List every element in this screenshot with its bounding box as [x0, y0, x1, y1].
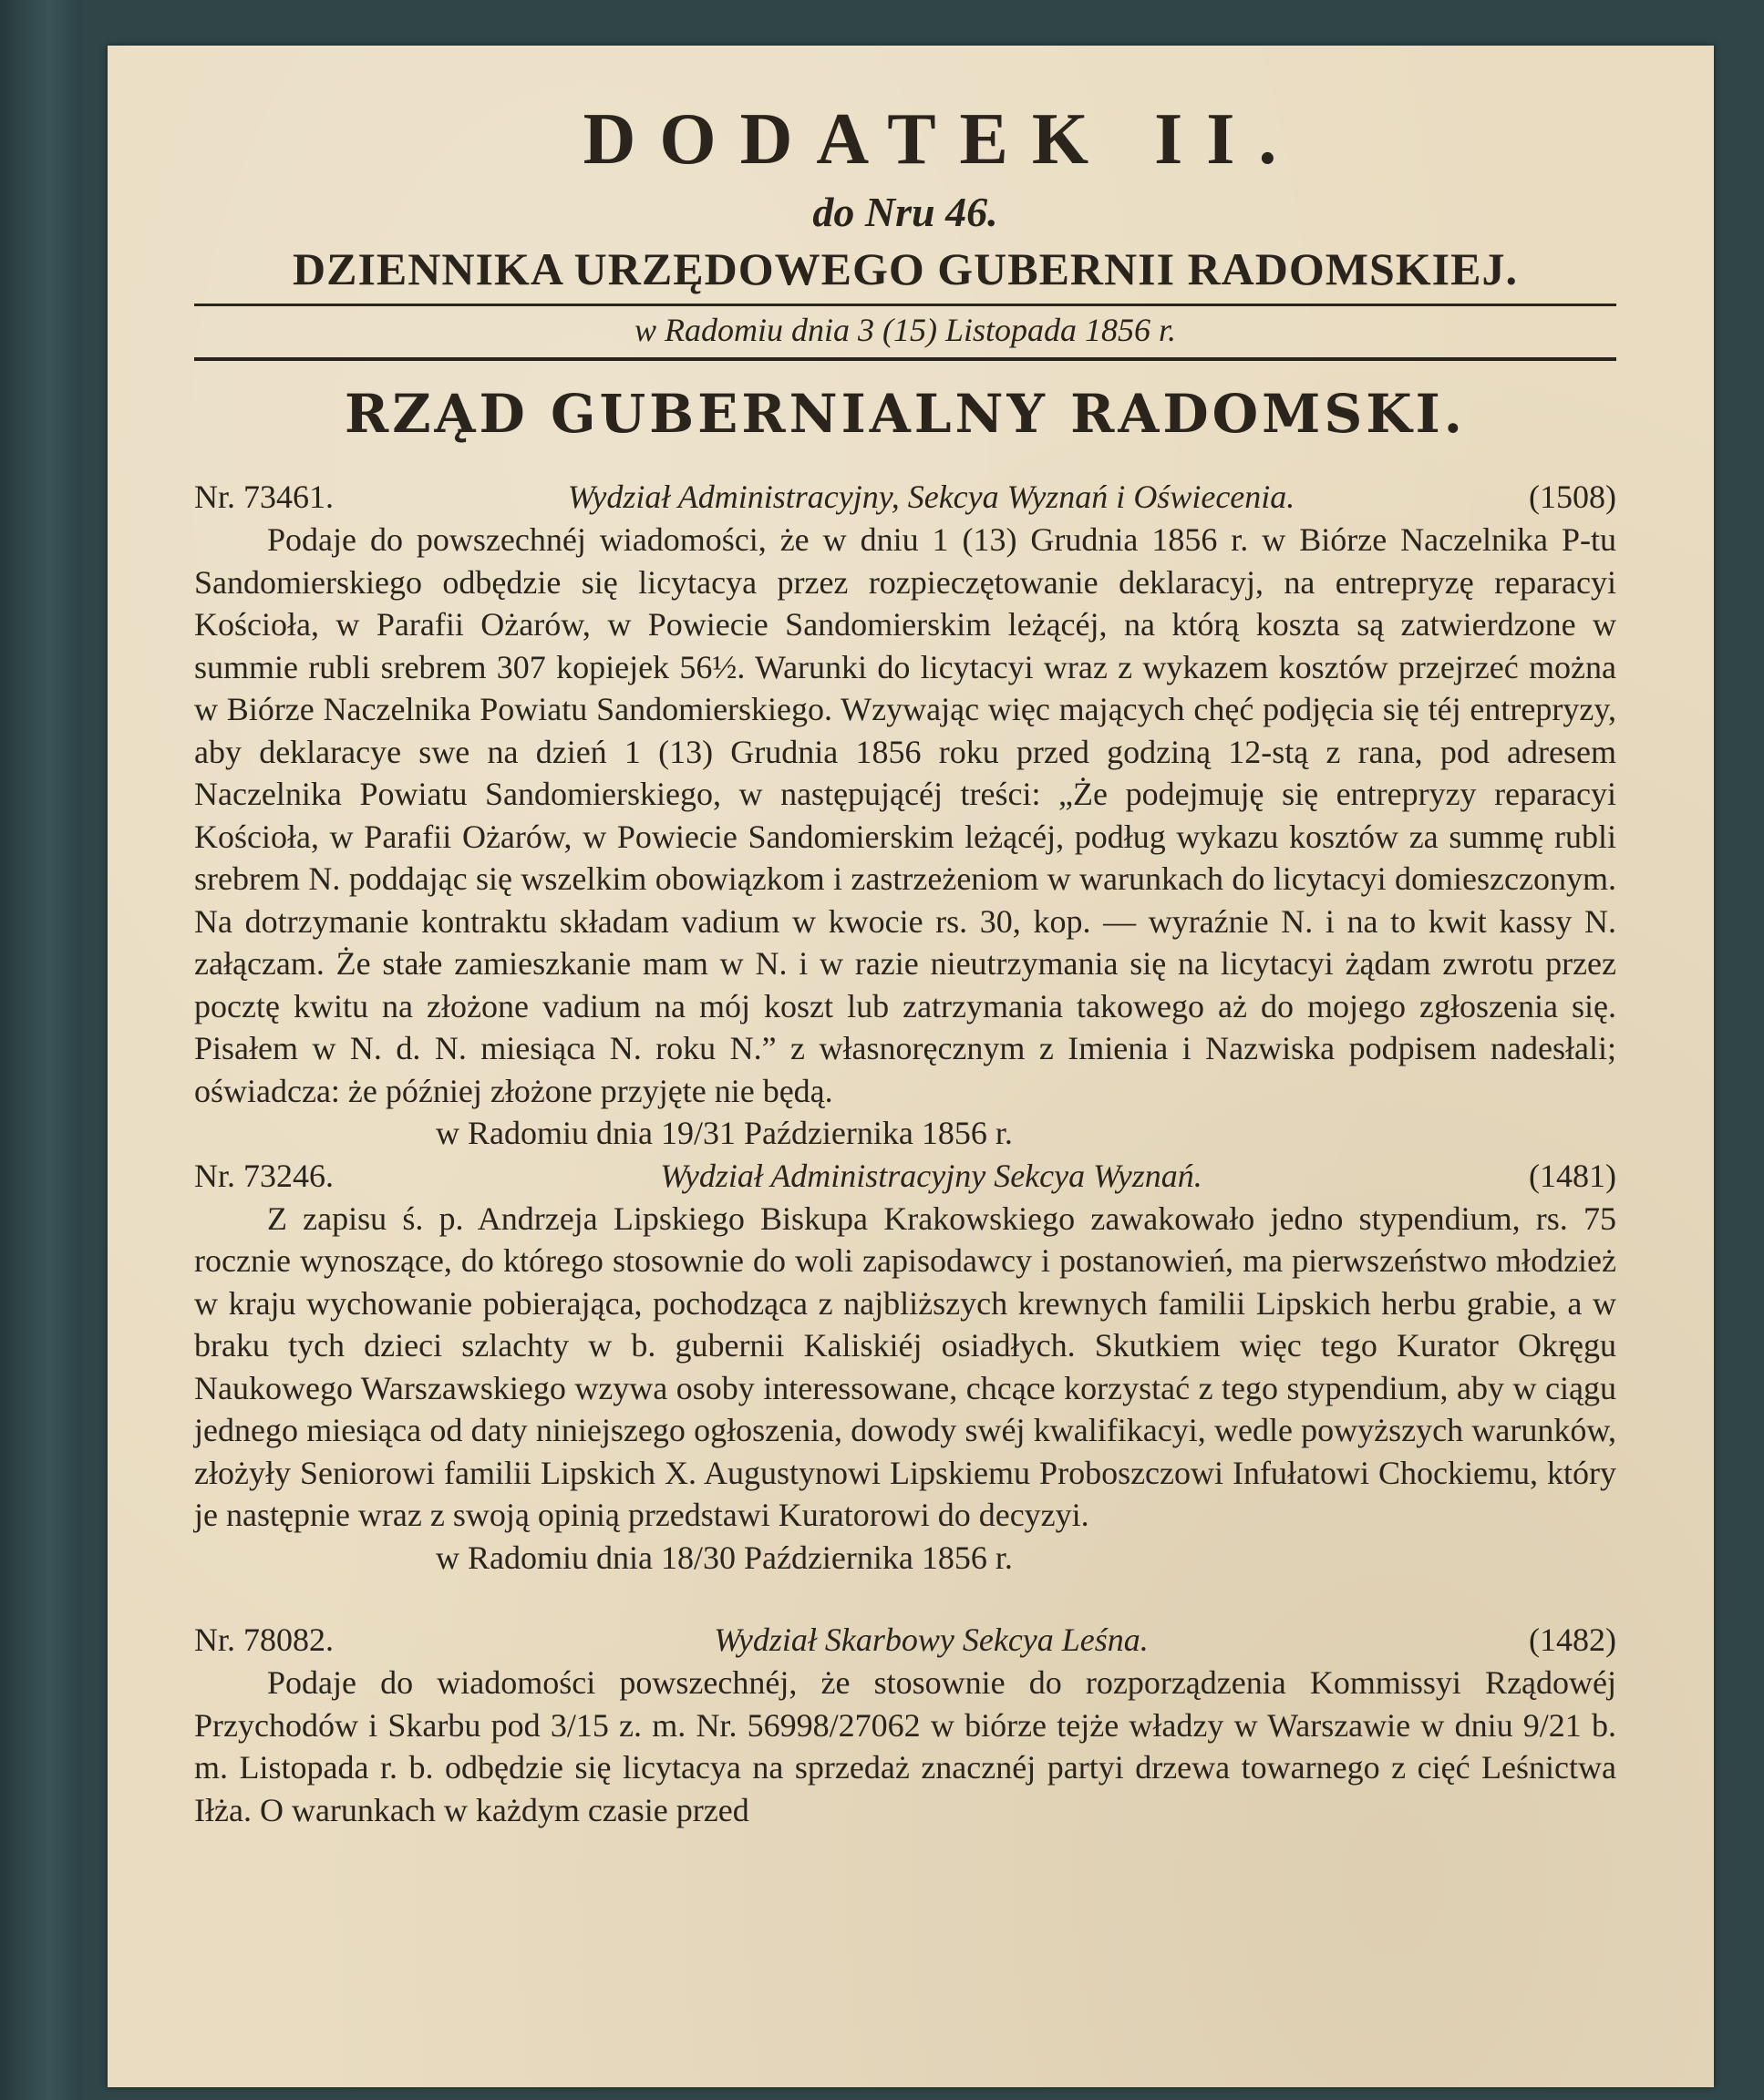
notice	[194, 1155, 1616, 1580]
notice-place-date: w Radomiu dnia 18/30 Października 1856 r.	[436, 1539, 1013, 1576]
notice-reference: (1508)	[1529, 479, 1616, 515]
notice-reference: (1481)	[1529, 1157, 1616, 1194]
notice-body: Podaje do powszechnéj wiadomości, że w dniu 1 (13) Grudnia 1856 r. w Biórze Naczelnika P-tu Sandomierskiego odbędzie się licytacya przez rozpieczętowanie deklaracyj, na entrepryzę reparacyi Kościoła, w Parafii Ożarów, w Powiecie Sandomierskim leżącéj, na którą koszta są zatwierdzone w summie rubli srebrem 307 kopiejek 56½. Warunki do licytacyi wraz z wykazem kosztów przejrzeć można w Biórze Naczelnika Powiatu Sandomierskiego. Wzywając więc mających chęć podjęcia się téj entrepryzy, aby deklaracye swe na dzień 1 (13) Grudnia 1856 roku przed godziną 12-stą z rana, pod adresem Naczelnika Powiatu Sandomierskiego, w następującéj treści: „Że podejmuję się entrepryzy reparacyi Kościoła, w Parafii Ożarów, w Powiecie Sandomierskim leżącéj, podług wykazu kosztów za summę rubli srebrem N. poddając się wszelkim obowiązkom i zastrzeżeniom w warunkach do licytacyi domieszczonym. Na dotrzymanie kontraktu składam vadium w kwocie rs. 30, kop. — wyraźnie N. i na to kwit kassy N. załączam. Że stałe zamieszkanie mam w N. i w razie nieutrzymania się na licytacyi żądam zwrotu przez pocztę kwitu na złożone vadium na mój koszt lub zatrzymania takowego aż do mojego zgłoszenia się. Pisałem w N. d. N. miesiąca N. roku N.” z własnoręcznym z Imienia i Nazwiska podpisem nadesłali; oświadcza: że później złożone przyjęte nie będą.	[194, 521, 1616, 1109]
notice-header	[194, 476, 1616, 519]
issue-subtitle: do Nru 46.	[812, 189, 998, 235]
notice-reference: (1482)	[1529, 1621, 1616, 1658]
notice-header	[194, 1619, 1616, 1662]
notice-number: Nr. 73246.	[194, 1157, 334, 1194]
document-page	[108, 46, 1714, 2087]
binding-spine	[0, 0, 82, 2100]
page-title: DODATEK II.	[583, 99, 1301, 180]
notice	[194, 476, 1616, 1155]
notice-place-date: w Radomiu dnia 19/31 Października 1856 r.	[436, 1115, 1013, 1151]
page-content	[194, 96, 1616, 1831]
notice-department: Wydział Skarbowy Sekcya Leśna.	[714, 1621, 1149, 1658]
notice-number: Nr. 78082.	[194, 1621, 334, 1658]
notice-body: Z zapisu ś. p. Andrzeja Lipskiego Biskupa Krakowskiego zawakowało jedno stypendium, rs. 75 rocznie wynoszące, do którego stosownie do woli zapisodawcy i postanowień, ma pierwszeństwo młodzież w kraju wychowanie pobierająca, pochodząca z najbliższych krewnych familii Lipskich herbu grabie, a w braku tych dzieci szlachty w b. gubernii Kaliskiéj osiadłych. Skutkiem więc tego Kurator Okręgu Naukowego Warszawskiego wzywa osoby interessowane, chcące korzystać z tego stypendium, aby w ciągu jednego miesiąca od daty niniejszego ogłoszenia, dowody swéj kwalifikacyi, wedle powyższych warunków, złożyły Seniorowi familii Lipskich X. Augustynowi Lipskiemu Proboszczowi Infułatowi Chockiemu, który je następnie wraz z swoją opinią przedstawi Kuratorowi do decyzyi.	[194, 1199, 1616, 1533]
notice-number: Nr. 73461.	[194, 479, 334, 515]
notice-header	[194, 1155, 1616, 1198]
notice-body: Podaje do wiadomości powszechnéj, że stosownie do rozporządzenia Kommissyi Rządowéj Przychodów i Skarbu pod 3/15 z. m. Nr. 56998/27062 w biórze tejże władzy w Warszawie w dniu 9/21 b. m. Listopada r. b. odbędzie się licytacya na sprzedaż znacznéj partyi drzewa towarnego z cięć Leśnictwa Iłża. O warunkach w każdym czasie przed	[194, 1664, 1616, 1828]
notice-department: Wydział Administracyjny, Sekcya Wyznań i Oświecenia.	[567, 479, 1295, 515]
notice-department: Wydział Administracyjny Sekcya Wyznań.	[660, 1157, 1202, 1194]
office-heading: RZĄD GUBERNIALNY RADOMSKI.	[345, 383, 1466, 445]
notice	[194, 1619, 1616, 1831]
journal-name: DZIENNIKA URZĘDOWEGO GUBERNII RADOMSKIEJ.	[293, 243, 1518, 294]
issue-dateline: w Radomiu dnia 3 (15) Listopada 1856 r.	[634, 312, 1177, 348]
header-rule-bold	[194, 357, 1616, 361]
